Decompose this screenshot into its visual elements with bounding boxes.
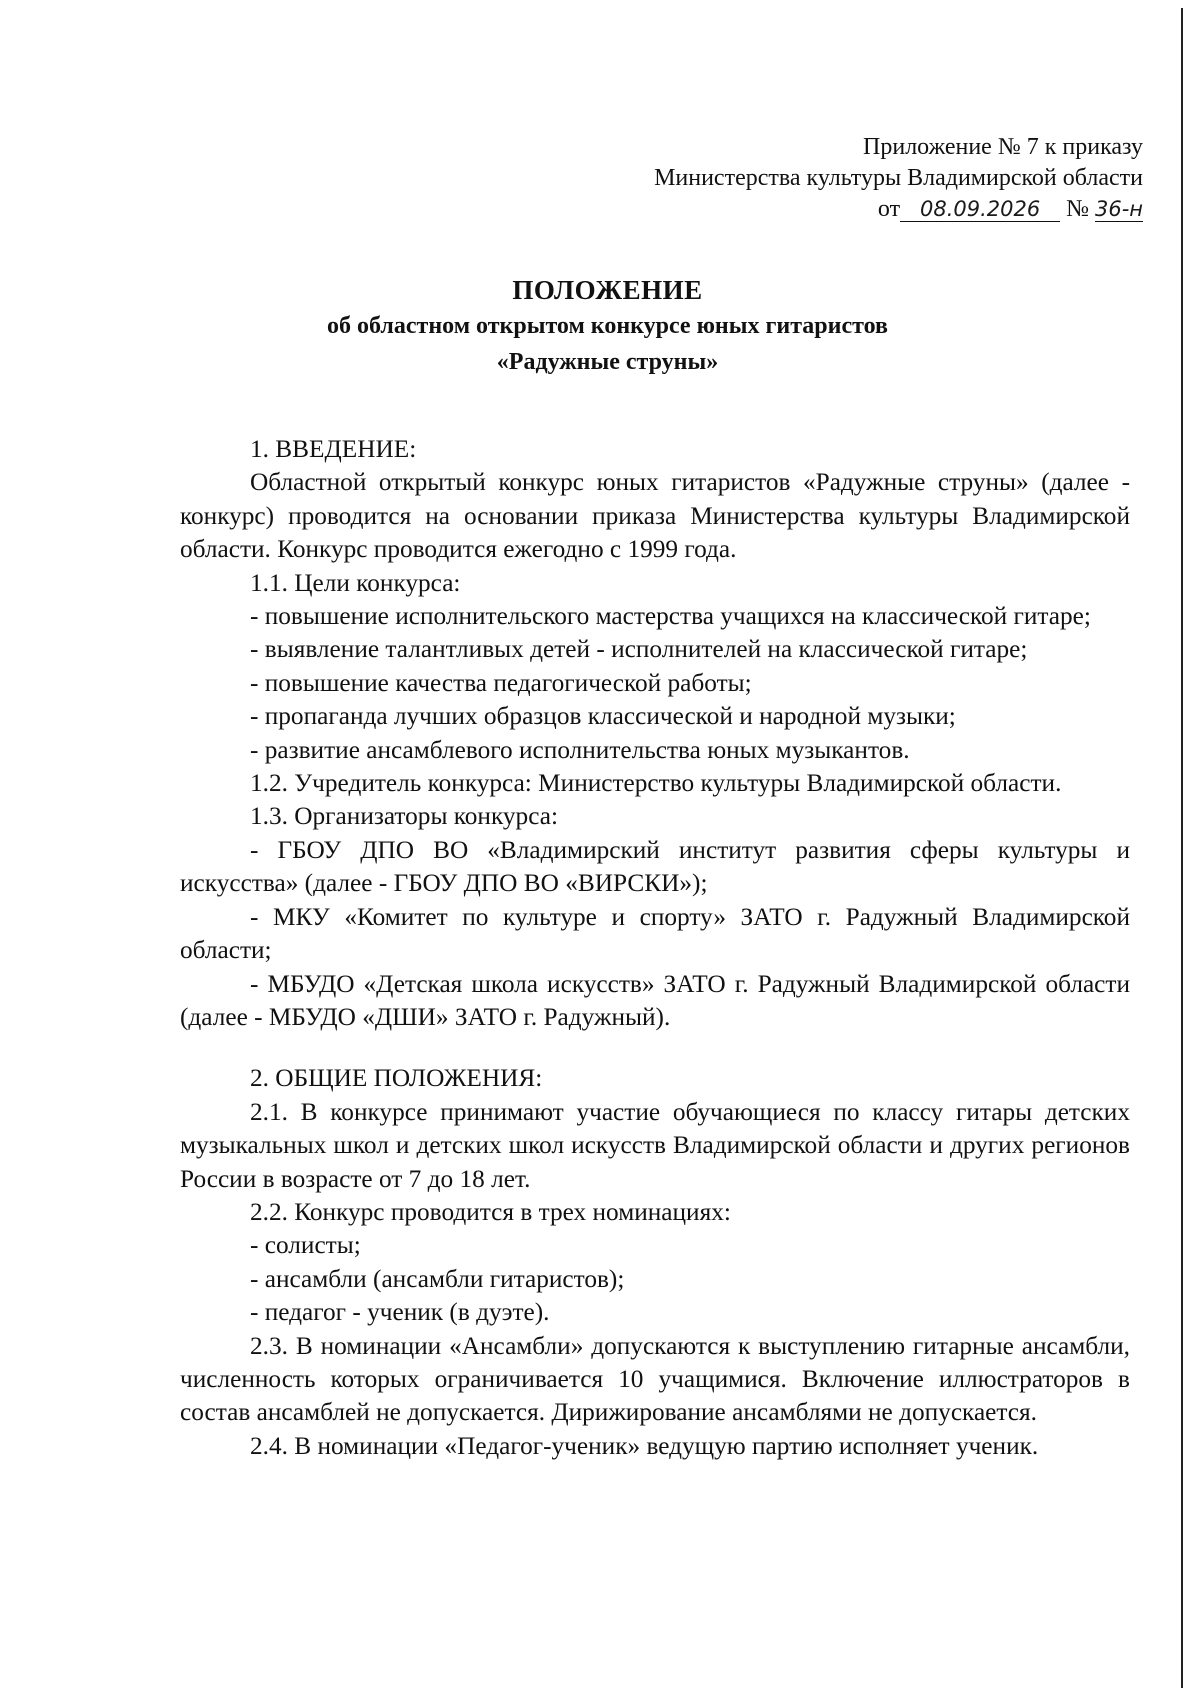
number-prefix: №: [1066, 196, 1089, 222]
founder-paragraph: 1.2. Учредитель конкурса: Министерство культуры Владимирской области.: [250, 769, 1062, 798]
paragraph-2-4: 2.4. В номинации «Педагог-ученик» ведущую партию исполняет ученик.: [250, 1431, 1039, 1460]
title-main: ПОЛОЖЕНИЕ: [512, 275, 703, 305]
goals-heading: 1.1. Цели конкурса:: [250, 568, 461, 597]
document-body: [180, 433, 1130, 1463]
nomination-item: - ансамбли (ансамбли гитаристов);: [250, 1264, 625, 1293]
goal-item: - выявление талантливых детей - исполнителей на классической гитаре;: [250, 635, 1028, 664]
goal-item: - повышение исполнительского мастерства учащихся на классической гитаре;: [250, 602, 1091, 631]
organizer-item: - МБУДО «Детская школа искусств» ЗАТО г. Радужный Владимирской области (далее - МБУДО «ДШИ» ЗАТО г. Радужный).: [180, 969, 1130, 1031]
section-1-intro: Областной открытый конкурс юных гитаристов «Радужные струны» (далее - конкурс) проводится на основании приказа Министерства культуры Владимирской области. Конкурс проводится ежегодно с 1999 года.: [180, 468, 1130, 564]
appendix-line: Приложение № 7 к приказу: [863, 134, 1143, 160]
title-subtitle-2: «Радужные струны»: [496, 349, 719, 375]
document-title: [175, 272, 1040, 380]
paragraph-2-2: 2.2. Конкурс проводится в трех номинациях:: [250, 1197, 731, 1226]
goal-item: - развитие ансамблевого исполнительства юных музыкантов.: [250, 735, 910, 764]
date-prefix: от: [877, 196, 901, 222]
paragraph-2-1: 2.1. В конкурсе принимают участие обучающиеся по классу гитары детских музыкальных школ и детских школ искусств Владимирской области и других регионов России в возрасте от 7 до 18 лет.: [180, 1097, 1130, 1193]
section-1-heading: 1. ВВЕДЕНИЕ:: [250, 435, 417, 463]
goal-item: - повышение качества педагогической работы;: [250, 668, 752, 697]
title-subtitle-1: об областном открытом конкурсе юных гитаристов: [327, 313, 888, 339]
organizer-item: - МКУ «Комитет по культуре и спорту» ЗАТО г. Радужный Владимирской области;: [180, 902, 1130, 965]
goal-item: - пропаганда лучших образцов классической и народной музыки;: [250, 702, 956, 731]
order-number-handwritten: 36-н: [1095, 197, 1144, 221]
ministry-line: Министерства культуры Владимирской области: [654, 165, 1143, 191]
nomination-item: - солисты;: [250, 1231, 361, 1260]
appendix-header: [503, 132, 1143, 225]
paragraph-2-3: 2.3. В номинации «Ансамбли» допускаются к выступлению гитарные ансамбли, численность которых ограничивается 10 учащимися. Включение иллюстраторов в состав ансамблей не допускается. Дирижирование ансамблями не допускается.: [180, 1331, 1130, 1427]
order-date-handwritten: 08.09.2026: [900, 197, 1060, 222]
organizer-item: - ГБОУ ДПО ВО «Владимирский институт развития сферы культуры и искусства» (далее - ГБОУ ДПО ВО «ВИРСКИ»);: [180, 835, 1130, 898]
organizers-heading: 1.3. Организаторы конкурса:: [250, 802, 558, 831]
order-date-number-line: [503, 194, 1143, 225]
section-spacer: [180, 1034, 1130, 1062]
scan-edge-line: [1181, 8, 1183, 1688]
nomination-item: - педагог - ученик (в дуэте).: [250, 1298, 550, 1327]
section-2-heading: 2. ОБЩИЕ ПОЛОЖЕНИЯ:: [250, 1064, 543, 1093]
